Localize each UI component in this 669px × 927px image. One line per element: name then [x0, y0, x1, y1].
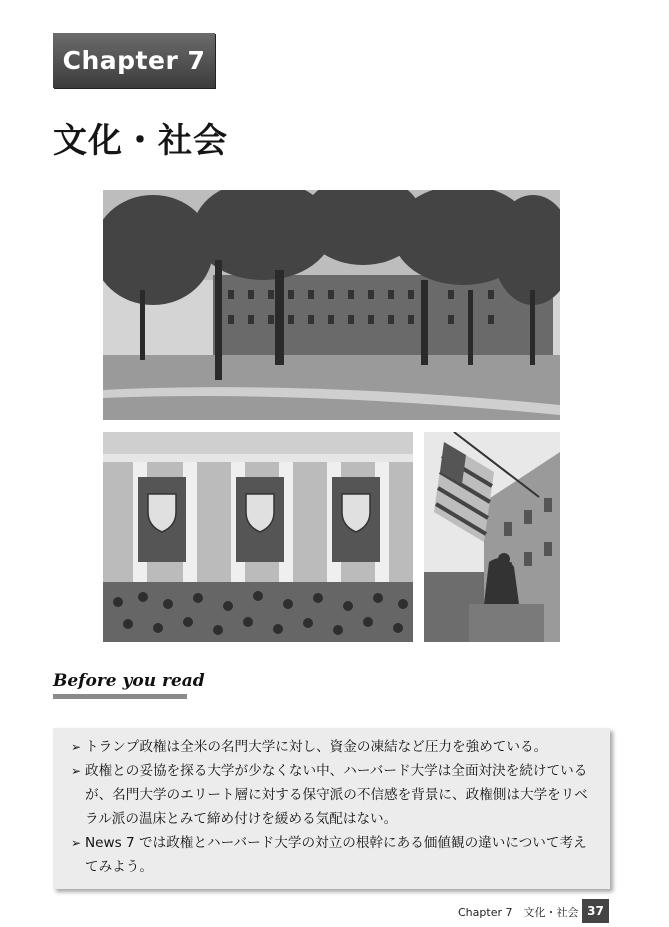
arrow-bullet-icon: ➢ — [71, 764, 82, 778]
arrow-bullet-icon: ➢ — [71, 740, 82, 754]
heading-underline — [53, 694, 187, 699]
list-item — [71, 759, 596, 831]
list-item — [71, 831, 596, 879]
statue-flag-photo — [424, 432, 560, 642]
before-you-read-box — [53, 728, 610, 889]
commencement-photo — [103, 432, 413, 642]
footer-chapter-label: Chapter 7 文化・社会 — [458, 906, 579, 919]
list-item — [71, 735, 596, 759]
chapter-tag: Chapter 7 — [53, 33, 215, 88]
bullet-text: トランプ政権は全米の名門大学に対し、資金の凍結など圧力を強めている。 — [85, 739, 548, 755]
arrow-bullet-icon: ➢ — [71, 836, 82, 850]
campus-yard-photo — [103, 190, 560, 420]
before-you-read-heading: Before you read — [53, 671, 205, 691]
bullet-text: 政権との妥協を探る大学が少なくない中、ハーバード大学は全面対決を続けているが、名門大学のエリート層に対する保守派の不信感を背景に、政権側は大学をリベラル派の温床とみて締め付けを緩める気配はない。 — [85, 763, 588, 827]
bullet-text: News 7 では政権とハーバード大学の対立の根幹にある価値観の違いについて考えてみよう。 — [85, 835, 587, 875]
page-number: 37 — [582, 899, 609, 923]
chapter-title: 文化・社会 — [53, 121, 228, 161]
